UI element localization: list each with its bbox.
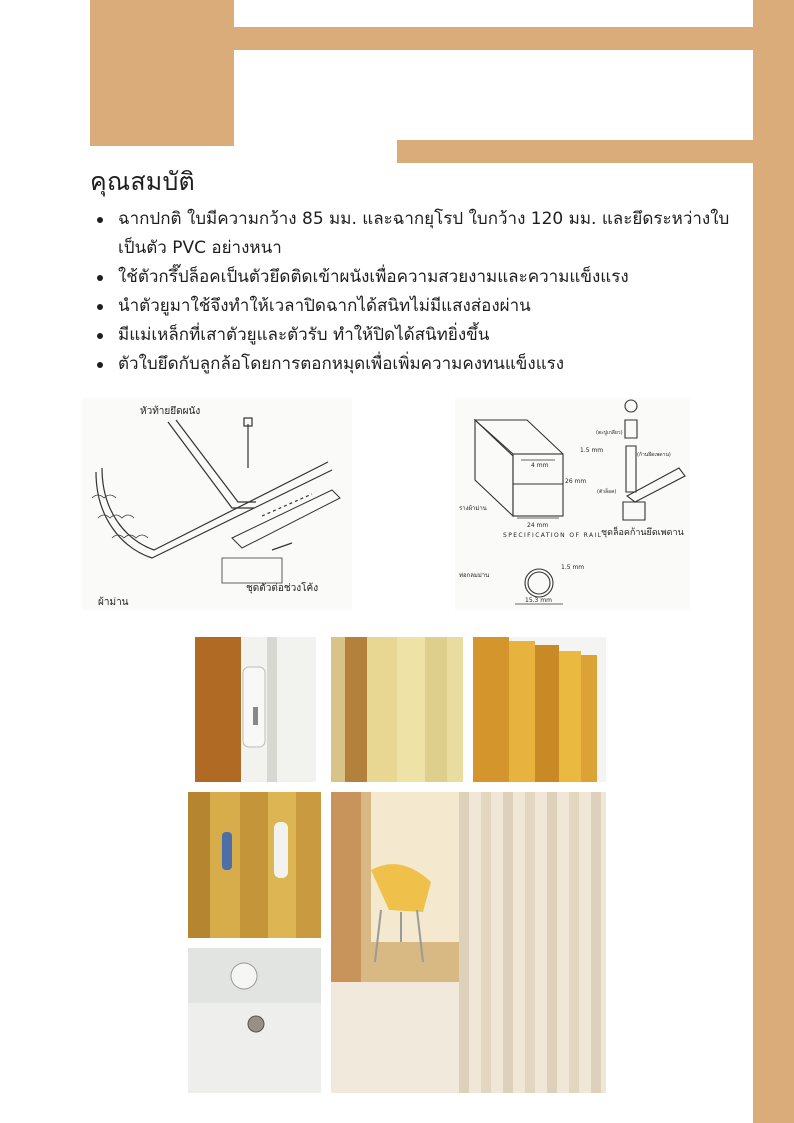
photo-folding-door-folds — [473, 637, 606, 782]
dim-label: 24 mm — [527, 522, 549, 529]
curtain-rail-diagram — [82, 398, 352, 610]
tube-thickness-label: 1.5 mm — [561, 564, 585, 571]
feature-item: นำตัวยูมาใช้จึงทำให้เวลาปิดฉากได้สนิทไม่มีแสงส่องผ่าน — [92, 292, 742, 321]
lock-label: ชุดล็อคก้านยึดเพดาน — [601, 528, 684, 538]
section-title: คุณสมบัติ — [90, 167, 195, 196]
corner-block-top-left — [90, 0, 234, 146]
ceiling-rod-label: (ก้านยึดเพดาน) — [637, 452, 671, 458]
top-band — [234, 27, 754, 50]
photo-room-with-folding-door — [331, 792, 606, 1093]
photo-woodgrain-panels — [331, 637, 463, 782]
diagram-label-joint: ชุดตัวต่อช่วงโค้ง — [246, 583, 319, 594]
photo-magnet-latch — [195, 637, 316, 782]
rail-specification-diagram — [455, 398, 690, 610]
side-label: รางผ้าม่าน — [459, 505, 487, 512]
photo-magnet-strip — [188, 792, 321, 938]
diagram-label-wall-end: หัวท้ายยึดผนัง — [140, 406, 201, 417]
lock-part-label: (ตัวล็อค) — [597, 489, 617, 495]
feature-item: ใช้ตัวกรึ๊ปล็อคเป็นตัวยึดติดเข้าผนังเพื่อความสวยงามและความแข็งแรง — [92, 263, 742, 292]
feature-item: ตัวใบยึดกับลูกล้อโดยการตอกหมุดเพื่อเพิ่มความคงทนแข็งแรง — [92, 350, 742, 379]
tube-dim-label: 15.3 mm — [525, 597, 552, 604]
feature-item: มีแม่เหล็กที่เสาตัวยูและตัวรับ ทำให้ปิดได้สนิทยิ่งขึ้น — [92, 321, 742, 350]
dim-label: 26 mm — [565, 478, 587, 485]
dim-label: 4 mm — [531, 462, 549, 469]
header-underline-bar — [397, 140, 753, 163]
right-side-band — [753, 0, 794, 1123]
tube-label: ท่อกลมม่าน — [459, 572, 490, 579]
photo-roller-rivet — [188, 948, 321, 1093]
feature-list — [92, 205, 742, 379]
spec-caption: SPECIFICATION OF RAIL — [503, 532, 603, 539]
screw-label: (ตะปูเกลียว) — [596, 430, 623, 436]
dim-label: 1.5 mm — [580, 447, 604, 454]
feature-item: ฉากปกติ ใบมีความกว้าง 85 มม. และฉากยุโรป ใบกว้าง 120 มม. และยึดระหว่างใบเป็นตัว PVC อย่างหนา — [92, 205, 742, 263]
diagram-label-curtain: ผ้าม่าน — [98, 597, 129, 608]
